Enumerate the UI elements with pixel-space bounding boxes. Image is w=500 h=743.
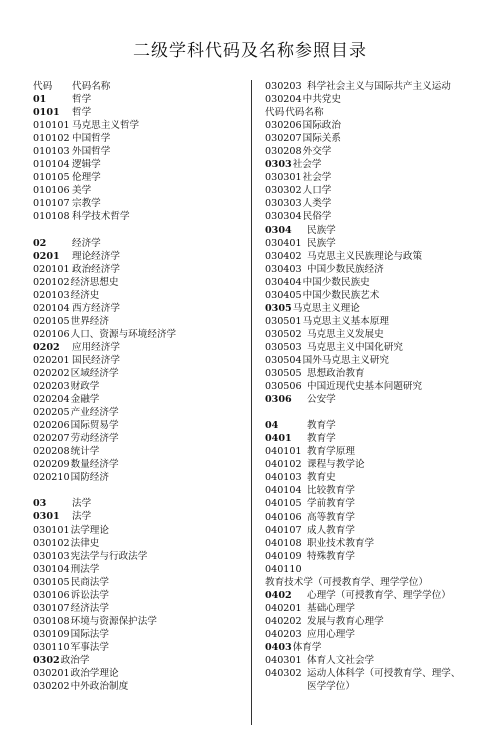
- discipline-name: 哲学: [72, 94, 92, 106]
- discipline-code: 0403: [265, 641, 292, 653]
- discipline-code: 010104: [33, 159, 70, 171]
- discipline-code: 0101: [33, 107, 60, 119]
- discipline-row: [265, 158, 470, 171]
- discipline-name: 中共党史: [302, 94, 341, 106]
- discipline-name: 宗教学: [72, 198, 101, 210]
- discipline-code: 020102: [33, 276, 70, 288]
- discipline-code: 020204: [33, 394, 70, 406]
- discipline-code: 020208: [33, 446, 70, 458]
- discipline-code: 040103: [265, 472, 302, 484]
- discipline-row: [265, 445, 470, 458]
- discipline-name: 国民经济学: [72, 354, 120, 366]
- discipline-row: [33, 197, 248, 210]
- discipline-row: [265, 524, 470, 537]
- discipline-code: 01: [33, 94, 47, 106]
- discipline-row: [33, 276, 248, 289]
- discipline-row: [33, 576, 248, 589]
- discipline-code: 020105: [33, 315, 70, 327]
- discipline-row: [33, 680, 248, 693]
- discipline-row: [33, 510, 248, 523]
- discipline-name: 马克思主义基本原理: [302, 315, 389, 327]
- discipline-name: 统计学: [70, 446, 100, 458]
- discipline-name: 美学: [72, 185, 92, 197]
- discipline-row: [265, 224, 470, 237]
- discipline-name: 教育学: [307, 420, 336, 432]
- discipline-name: 民商法学: [70, 576, 109, 588]
- discipline-name: 特殊教育学: [307, 550, 355, 562]
- discipline-name: 代码名称: [72, 81, 111, 92]
- discipline-code: 040102: [265, 459, 302, 471]
- discipline-code: 020209: [33, 459, 70, 471]
- discipline-row: [265, 250, 470, 263]
- discipline-code: 02: [33, 237, 47, 249]
- discipline-name: 政治学: [60, 654, 90, 666]
- discipline-row: [33, 302, 248, 315]
- discipline-row: [33, 158, 248, 171]
- discipline-row: [33, 171, 248, 184]
- discipline-row: [265, 210, 470, 223]
- discipline-code: 030402: [265, 250, 302, 262]
- discipline-code: 030108: [33, 615, 70, 627]
- discipline-code: 040109: [265, 550, 302, 562]
- discipline-row: [33, 445, 248, 458]
- discipline-code: 030304: [265, 211, 302, 223]
- discipline-code: 040202: [265, 615, 302, 627]
- discipline-code: 030106: [33, 589, 70, 601]
- discipline-row: [33, 654, 248, 667]
- discipline-name: 经济法学: [70, 602, 109, 614]
- discipline-row: [265, 132, 470, 145]
- discipline-row: [265, 484, 470, 497]
- discipline-name: 运动人体科学（可授教育学、理学、医学学位）: [307, 668, 461, 693]
- discipline-name: 基础心理学: [307, 602, 355, 614]
- discipline-row: [265, 471, 470, 484]
- discipline-name: 国防经济: [70, 472, 109, 484]
- discipline-name: 军事法学: [70, 641, 109, 653]
- discipline-code: 030202: [33, 681, 70, 693]
- discipline-row: [33, 210, 248, 223]
- section-spacer: [33, 484, 248, 497]
- discipline-code: 0302: [33, 654, 60, 666]
- discipline-code: 010108: [33, 211, 70, 223]
- discipline-row: [33, 419, 248, 432]
- discipline-code: 030109: [33, 628, 70, 640]
- discipline-row: [265, 654, 470, 667]
- discipline-row: [265, 589, 470, 602]
- discipline-code: 030506: [265, 381, 302, 393]
- discipline-code: 040104: [265, 485, 302, 497]
- discipline-row: [265, 628, 470, 641]
- discipline-code: 代码: [265, 107, 285, 119]
- discipline-row: [265, 432, 470, 445]
- discipline-row: [33, 589, 248, 602]
- discipline-code: 040106: [265, 511, 302, 523]
- discipline-row: [33, 184, 248, 197]
- discipline-code: 030110: [33, 641, 70, 653]
- discipline-code: 020101: [33, 263, 70, 275]
- discipline-name: 社会学: [292, 159, 322, 171]
- discipline-code: 020205: [33, 407, 70, 419]
- discipline-name: 国际政治: [302, 120, 341, 132]
- discipline-name: 教育史: [307, 472, 336, 484]
- discipline-code: 030208: [265, 146, 302, 158]
- discipline-name: 体育人文社会学: [307, 655, 375, 667]
- discipline-name: 应用心理学: [307, 628, 355, 640]
- discipline-code: 020106: [33, 328, 70, 340]
- discipline-name: 逻辑学: [72, 159, 101, 171]
- discipline-name: 思想政治教育: [307, 368, 365, 380]
- discipline-name: 外国哲学: [72, 146, 111, 158]
- discipline-code: 030303: [265, 198, 302, 210]
- discipline-code: 030102: [33, 537, 70, 549]
- discipline-code: 04: [265, 420, 279, 432]
- discipline-code: 040302: [265, 668, 302, 680]
- discipline-code: 040105: [265, 498, 302, 510]
- discipline-name: 中外政治制度: [70, 681, 129, 693]
- discipline-name: 课程与教学论: [307, 459, 365, 471]
- discipline-code: 030502: [265, 328, 302, 340]
- discipline-row: [33, 393, 248, 406]
- discipline-code: 030104: [33, 563, 70, 575]
- discipline-name: 中国哲学: [72, 133, 111, 145]
- discipline-row: [265, 93, 470, 106]
- discipline-code: 040201: [265, 602, 302, 614]
- discipline-name: 宪法学与行政法学: [70, 550, 148, 562]
- discipline-name: 应用经济学: [72, 341, 120, 353]
- discipline-code: 030107: [33, 602, 70, 614]
- discipline-code: 代码: [33, 81, 53, 92]
- discipline-row: [265, 602, 470, 615]
- discipline-name: 经济史: [70, 289, 100, 301]
- discipline-row: [265, 458, 470, 471]
- discipline-row: [265, 315, 470, 328]
- discipline-name: 刑法学: [70, 563, 100, 575]
- discipline-code: 030401: [265, 237, 302, 249]
- discipline-row: [33, 471, 248, 484]
- discipline-name: 国外马克思主义研究: [302, 354, 389, 366]
- section-spacer: [265, 406, 470, 419]
- discipline-name: 经济思想史: [70, 276, 119, 288]
- discipline-row: [265, 419, 470, 432]
- discipline-row: [265, 184, 470, 197]
- discipline-code: 020104: [33, 302, 70, 314]
- discipline-row: [265, 393, 470, 406]
- discipline-row: [33, 237, 248, 250]
- discipline-row: [33, 628, 248, 641]
- discipline-code: 0304: [265, 224, 292, 236]
- discipline-code: 030501: [265, 315, 302, 327]
- discipline-name: 区域经济学: [70, 367, 119, 379]
- discipline-name: 中国少数民族经济: [307, 263, 384, 275]
- discipline-code: 010105: [33, 172, 70, 184]
- discipline-name: 科学社会主义与国际共产主义运动: [307, 81, 451, 92]
- discipline-name: 教育技术学（可授教育学、理学学位）: [265, 576, 429, 588]
- discipline-name: 经济学: [72, 237, 101, 249]
- discipline-row: [265, 550, 470, 563]
- discipline-name: 外交学: [302, 146, 332, 158]
- discipline-row: [33, 328, 248, 341]
- discipline-code: 0202: [33, 341, 60, 353]
- discipline-row: [33, 615, 248, 628]
- discipline-name: 马克思主义理论: [292, 302, 360, 314]
- discipline-row: [265, 263, 470, 276]
- discipline-name: 国际贸易学: [70, 420, 119, 432]
- discipline-row: [265, 341, 470, 354]
- discipline-row: [33, 263, 248, 276]
- discipline-name: 学前教育学: [307, 498, 355, 510]
- discipline-code: 040108: [265, 537, 302, 549]
- discipline-row: [265, 497, 470, 510]
- discipline-row: [265, 354, 470, 367]
- discipline-row: [33, 380, 248, 393]
- discipline-name: 发展与教育心理学: [307, 615, 384, 627]
- discipline-code: 040107: [265, 524, 302, 536]
- discipline-code: 010101: [33, 120, 70, 132]
- left-column: [33, 80, 248, 693]
- discipline-code: 030405: [265, 289, 302, 301]
- discipline-name: 马克思主义中国化研究: [307, 341, 403, 353]
- discipline-name: 产业经济学: [70, 407, 119, 419]
- discipline-name: 高等教育学: [307, 511, 355, 523]
- discipline-row: [33, 367, 248, 380]
- discipline-name: 国际关系: [302, 133, 341, 145]
- discipline-code: 030403: [265, 263, 302, 275]
- discipline-code: 0401: [265, 433, 292, 445]
- discipline-name: 民俗学: [302, 211, 332, 223]
- discipline-code: 0305: [265, 302, 292, 314]
- discipline-code: 0306: [265, 394, 292, 406]
- discipline-name: 法学理论: [70, 524, 109, 536]
- discipline-name: 心理学（可授教育学、理学学位）: [307, 589, 451, 601]
- discipline-name: 人类学: [302, 198, 332, 210]
- discipline-row: [265, 667, 470, 693]
- discipline-code: 010107: [33, 198, 70, 210]
- column-header-row: [265, 106, 470, 119]
- discipline-code: 030206: [265, 120, 302, 132]
- discipline-code: 0201: [33, 250, 60, 262]
- discipline-code: 030404: [265, 276, 302, 288]
- discipline-name: 成人教育学: [307, 524, 355, 536]
- discipline-name: 马克思主义民族理论与政策: [307, 250, 423, 262]
- discipline-row: [33, 250, 248, 263]
- discipline-name: 比较教育学: [307, 485, 355, 497]
- discipline-code: 03: [33, 498, 47, 510]
- discipline-row: [265, 615, 470, 628]
- discipline-name: 教育学原理: [307, 446, 355, 458]
- discipline-name: 民族学: [307, 237, 336, 249]
- discipline-row: [33, 119, 248, 132]
- right-column: [265, 80, 470, 693]
- discipline-name: 伦理学: [72, 172, 101, 184]
- discipline-name: 理论经济学: [72, 250, 120, 262]
- discipline-code: 030302: [265, 185, 302, 197]
- discipline-name: 中国少数民族史: [302, 276, 370, 288]
- discipline-name: 科学技术哲学: [72, 211, 130, 223]
- discipline-code: 020201: [33, 354, 70, 366]
- discipline-name: 马克思主义哲学: [72, 120, 140, 132]
- discipline-name: 代码名称: [285, 107, 324, 119]
- discipline-name: 中国近现代史基本问题研究: [307, 381, 423, 393]
- section-spacer: [33, 224, 248, 237]
- discipline-row: [265, 302, 470, 315]
- discipline-code: 030203: [265, 81, 302, 92]
- discipline-row: [33, 145, 248, 158]
- discipline-code: 030207: [265, 133, 302, 145]
- discipline-row: [265, 563, 470, 589]
- discipline-row: [33, 667, 248, 680]
- discipline-row: [265, 289, 470, 302]
- discipline-row: [265, 145, 470, 158]
- discipline-name: 哲学: [72, 107, 92, 119]
- discipline-code: 030301: [265, 172, 302, 184]
- discipline-row: [265, 237, 470, 250]
- discipline-code: 040110: [265, 563, 302, 575]
- discipline-name: 金融学: [70, 394, 100, 406]
- discipline-name: 政治学理论: [70, 668, 119, 680]
- discipline-code: 030505: [265, 368, 302, 380]
- discipline-row: [33, 106, 248, 119]
- discipline-code: 040301: [265, 655, 302, 667]
- discipline-code: 030103: [33, 550, 70, 562]
- discipline-row: [33, 550, 248, 563]
- discipline-name: 政治经济学: [72, 263, 120, 275]
- discipline-row: [265, 328, 470, 341]
- discipline-name: 中国少数民族艺术: [302, 289, 380, 301]
- discipline-code: 020206: [33, 420, 70, 432]
- discipline-code: 040101: [265, 446, 302, 458]
- discipline-row: [33, 563, 248, 576]
- discipline-name: 马克思主义发展史: [307, 328, 384, 340]
- discipline-row: [33, 289, 248, 302]
- discipline-name: 体育学: [292, 641, 322, 653]
- discipline-row: [33, 602, 248, 615]
- discipline-code: 0402: [265, 589, 292, 601]
- discipline-row: [265, 380, 470, 393]
- discipline-name: 法学: [72, 498, 92, 510]
- discipline-row: [33, 315, 248, 328]
- discipline-row: [33, 93, 248, 106]
- discipline-code: 030204: [265, 94, 302, 106]
- discipline-row: [33, 432, 248, 445]
- discipline-row: [33, 132, 248, 145]
- discipline-name: 财政学: [70, 381, 100, 393]
- discipline-code: 030503: [265, 341, 302, 353]
- discipline-row: [33, 354, 248, 367]
- discipline-name: 环境与资源保护法学: [70, 615, 157, 627]
- discipline-row: [265, 276, 470, 289]
- discipline-name: 西方经济学: [72, 302, 120, 314]
- discipline-row: [265, 511, 470, 524]
- discipline-name: 法律史: [70, 537, 100, 549]
- discipline-row: [33, 497, 248, 510]
- discipline-row: [33, 406, 248, 419]
- discipline-name: 公安学: [307, 394, 336, 406]
- column-divider: [251, 80, 252, 725]
- discipline-row: [33, 641, 248, 654]
- discipline-row: [265, 171, 470, 184]
- discipline-code: 040203: [265, 628, 302, 640]
- discipline-row: [33, 341, 248, 354]
- discipline-name: 世界经济: [70, 315, 109, 327]
- discipline-row: [265, 119, 470, 132]
- discipline-code: 030201: [33, 668, 70, 680]
- discipline-row: [265, 197, 470, 210]
- discipline-name: 职业技术教育学: [307, 537, 375, 549]
- discipline-name: 诉讼法学: [70, 589, 109, 601]
- discipline-code: 020207: [33, 433, 70, 445]
- discipline-name: 劳动经济学: [70, 433, 119, 445]
- discipline-code: 010106: [33, 185, 70, 197]
- discipline-row: [33, 524, 248, 537]
- discipline-name: 人口学: [302, 185, 332, 197]
- discipline-name: 数量经济学: [70, 459, 119, 471]
- discipline-name: 社会学: [302, 172, 332, 184]
- discipline-row: [33, 458, 248, 471]
- column-header-row: [33, 80, 248, 93]
- discipline-row: [265, 641, 470, 654]
- discipline-name: 国际法学: [70, 628, 109, 640]
- discipline-code: 020210: [33, 472, 70, 484]
- discipline-code: 010102: [33, 133, 70, 145]
- discipline-code: 0301: [33, 511, 60, 523]
- discipline-code: 020203: [33, 381, 70, 393]
- discipline-code: 030105: [33, 576, 70, 588]
- discipline-code: 0303: [265, 159, 292, 171]
- discipline-code: 010103: [33, 146, 70, 158]
- discipline-code: 020103: [33, 289, 70, 301]
- discipline-row: [265, 80, 470, 93]
- discipline-name: 法学: [72, 511, 92, 523]
- discipline-row: [33, 537, 248, 550]
- document-title: 二级学科代码及名称参照目录: [133, 41, 367, 61]
- discipline-name: 教育学: [307, 433, 336, 445]
- discipline-code: 020202: [33, 367, 70, 379]
- discipline-name: 民族学: [307, 224, 336, 236]
- discipline-row: [265, 367, 470, 380]
- discipline-row: [265, 537, 470, 550]
- discipline-code: 030101: [33, 524, 70, 536]
- discipline-code: 030504: [265, 354, 302, 366]
- discipline-name: 人口、资源与环境经济学: [70, 328, 177, 340]
